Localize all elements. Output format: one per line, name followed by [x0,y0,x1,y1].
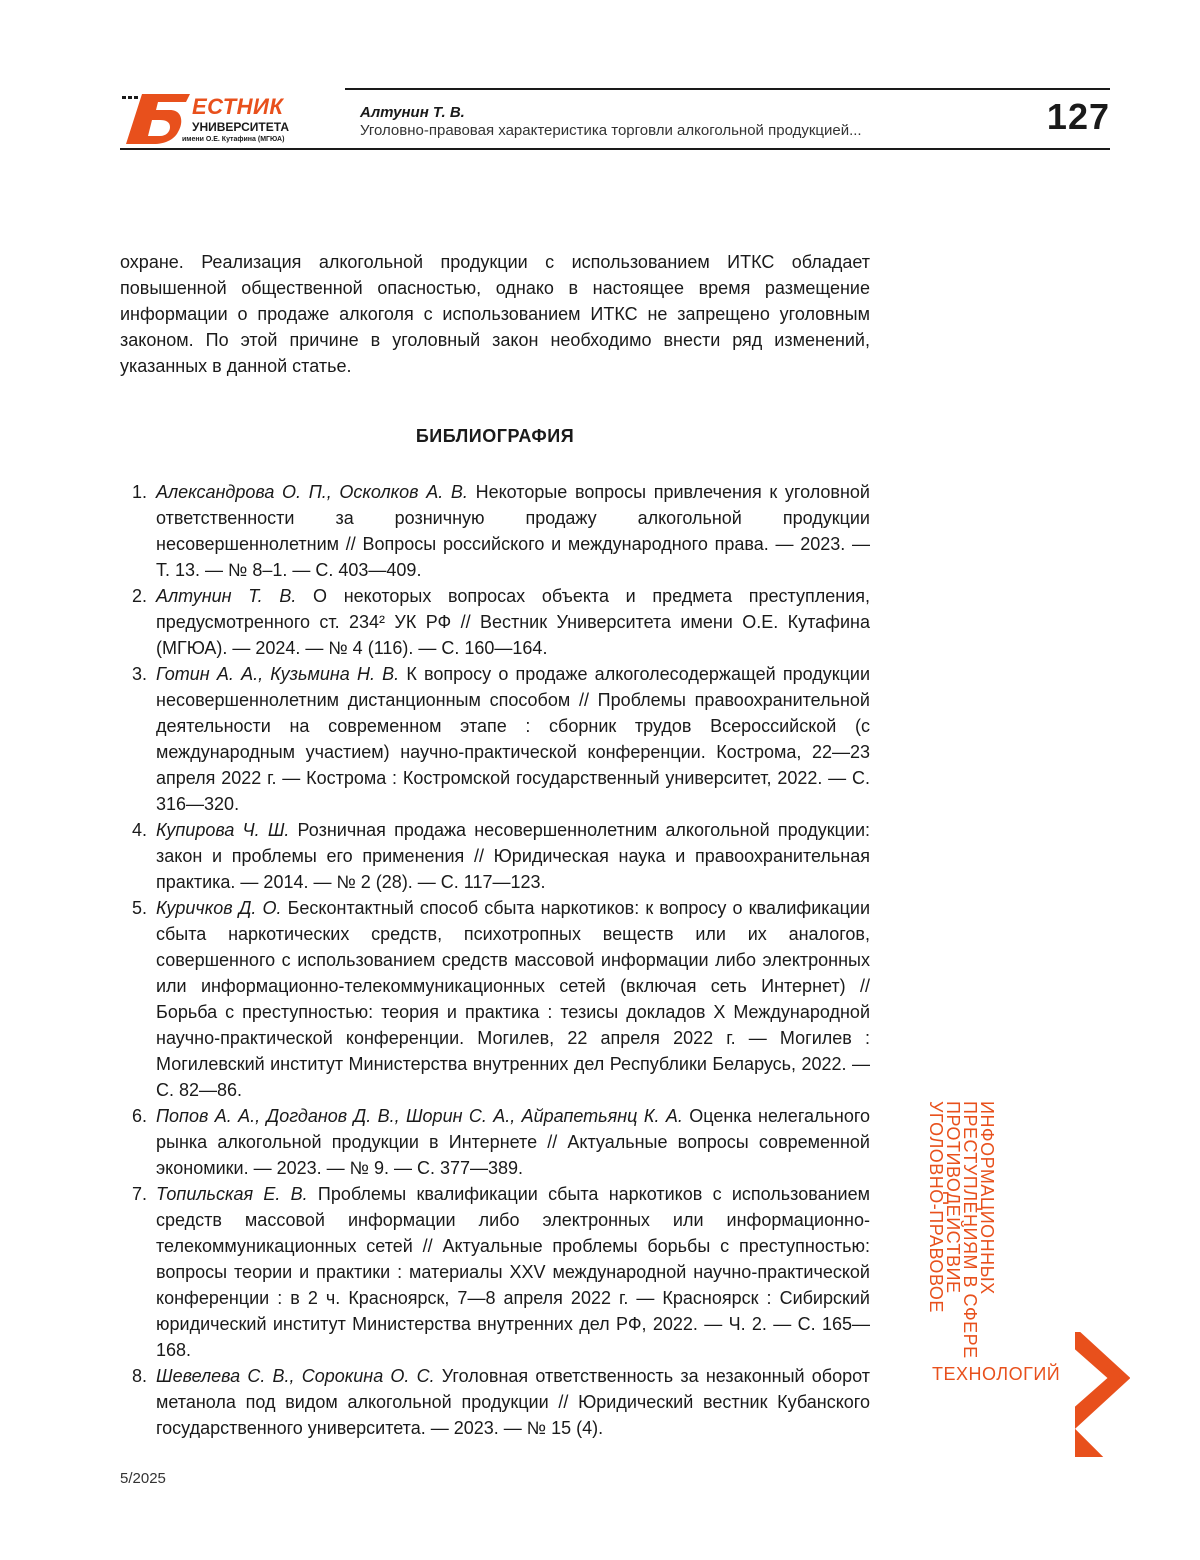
logo-word-vestnik: ЕСТНИК [192,94,283,120]
section-banner-line: ПРЕСТУПЛЕНИЯМ В СФЕРЕ [961,1101,978,1391]
bibliography-item [156,1181,870,1363]
intro-paragraph: охране. Реализация алкогольной продукции с использованием ИТКС обладает повышенной общественной опасностью, однако в настоящее время размещение информации о продаже алкоголя с использованием ИТКС не запрещено уголовным законом. По этой причине в уголовный закон необходимо внести ряд изменений, указанных в данной статье. [120,249,870,379]
section-banner [925,1101,995,1391]
section-banner-line: ИНФОРМАЦИОННЫХ [978,1101,995,1391]
issue-number: 5/2025 [120,1470,166,1487]
logo-b-icon [120,92,190,146]
item-text: Некоторые вопросы привлечения к уголовной ответственности за розничную продажу алкогольной продукции несовершеннолетним // Вопросы российского и международного права. — 2023. — Т. 13. — № 8–1. — С. 403—409. [156,482,870,580]
item-number: 3. [132,661,147,687]
bibliography-list [120,479,870,1441]
header-bottom-rule [120,148,1110,150]
item-number: 6. [132,1103,147,1129]
item-number: 1. [132,479,147,505]
bibliography-heading: БИБЛИОГРАФИЯ [120,426,870,447]
section-banner-line: ПРОТИВОДЕЙСТВИЕ [944,1101,961,1391]
item-authors: Алтунин Т. В. [156,586,296,606]
item-number: 2. [132,583,147,609]
bibliography-item [156,661,870,817]
page-header [120,88,1110,150]
item-authors: Шевелева С. В., Сорокина О. С. [156,1366,435,1386]
item-text: Уголовная ответственность за незаконный оборот метанола под видом алкогольной продукции // Юридический вестник Кубанского государственного университета. — 2023. — № 15 (4). [156,1366,870,1438]
item-authors: Александрова О. П., Осколков А. В. [156,482,468,502]
item-text: Розничная продажа несовершеннолетним алкогольной продукции: закон и проблемы его применения // Юридическая наука и правоохранительная практика. — 2014. — № 2 (28). — С. 117—123. [156,820,870,892]
item-number: 4. [132,817,147,843]
bibliography-item [156,479,870,583]
item-authors: Готин А. А., Кузьмина Н. В. [156,664,399,684]
item-number: 8. [132,1363,147,1389]
logo-subtitle: имени О.Е. Кутафина (МГЮА) [182,136,284,143]
arrow-right-icon [1068,1332,1130,1458]
item-text: Оценка нелегального рынка алкогольной продукции в Интернете // Актуальные вопросы современной экономики. — 2023. — № 9. — С. 377—389. [156,1106,870,1178]
header-article-title: Уголовно-правовая характеристика торговли алкогольной продукцией... [360,122,862,139]
bibliography-item [156,1103,870,1181]
bibliography-item [156,583,870,661]
item-authors: Топильская Е. В. [156,1184,308,1204]
item-number: 5. [132,895,147,921]
page-number: 127 [1047,96,1110,138]
item-authors: Куричков Д. О. [156,898,282,918]
item-text: Бесконтактный способ сбыта наркотиков: к вопросу о квалификации сбыта наркотических средств, психотропных веществ или их аналогов, совершенного с использованием средств массовой информации либо электронных или информационно-телекоммуникационных сетей (включая сеть Интернет) // Борьба с преступностью: теория и практика : тезисы докладов X Международной научно-практической конференции. Могилев, 22 апреля 2022 г. — Могилев : Могилевский институт Министерства внутренних дел Республики Беларусь, 2022. — С. 82—86. [156,898,870,1100]
item-number: 7. [132,1181,147,1207]
item-text: Проблемы квалификации сбыта наркотиков с использованием средств массовой информации либо электронных или информационно-телекоммуникационных сетей // Актуальные проблемы борьбы с преступностью: вопросы теории и практики : материалы XXV международной научно-практической конференции : в 2 ч. Красноярск, 7—8 апреля 2022 г. — Красноярск : Сибирский юридический институт Министерства внутренних дел РФ, 2022. — Ч. 2. — С. 165—168. [156,1184,870,1360]
item-text: К вопросу о продаже алкоголесодержащей продукции несовершеннолетним дистанционным способом // Проблемы правоохранительной деятельности на современном этапе : сборник трудов Всероссийской (с международным участием) научно-практической конференции. Кострома, 22—23 апреля 2022 г. — Кострома : Костромской государственный университет, 2022. — С. 316—320. [156,664,870,814]
section-banner-line: УГОЛОВНО-ПРАВОВОЕ [927,1101,944,1391]
item-authors: Купирова Ч. Ш. [156,820,289,840]
logo-word-university: УНИВЕРСИТЕТА [192,120,289,134]
journal-logo [120,92,330,146]
bibliography-item [156,895,870,1103]
bibliography-item [156,817,870,895]
section-banner-last-line: ТЕХНОЛОГИЙ [932,1364,1060,1385]
header-author: Алтунин Т. В. [360,104,465,121]
bibliography-item [156,1363,870,1441]
item-text: О некоторых вопросах объекта и предмета преступления, предусмотренного ст. 234² УК РФ // Вестник Университета имени О.Е. Кутафина (МГЮА). — 2024. — № 4 (116). — С. 160—164. [156,586,870,658]
item-authors: Попов А. А., Догданов Д. В., Шорин С. А., Айрапетьянц К. А. [156,1106,683,1126]
header-top-rule [345,88,1110,90]
